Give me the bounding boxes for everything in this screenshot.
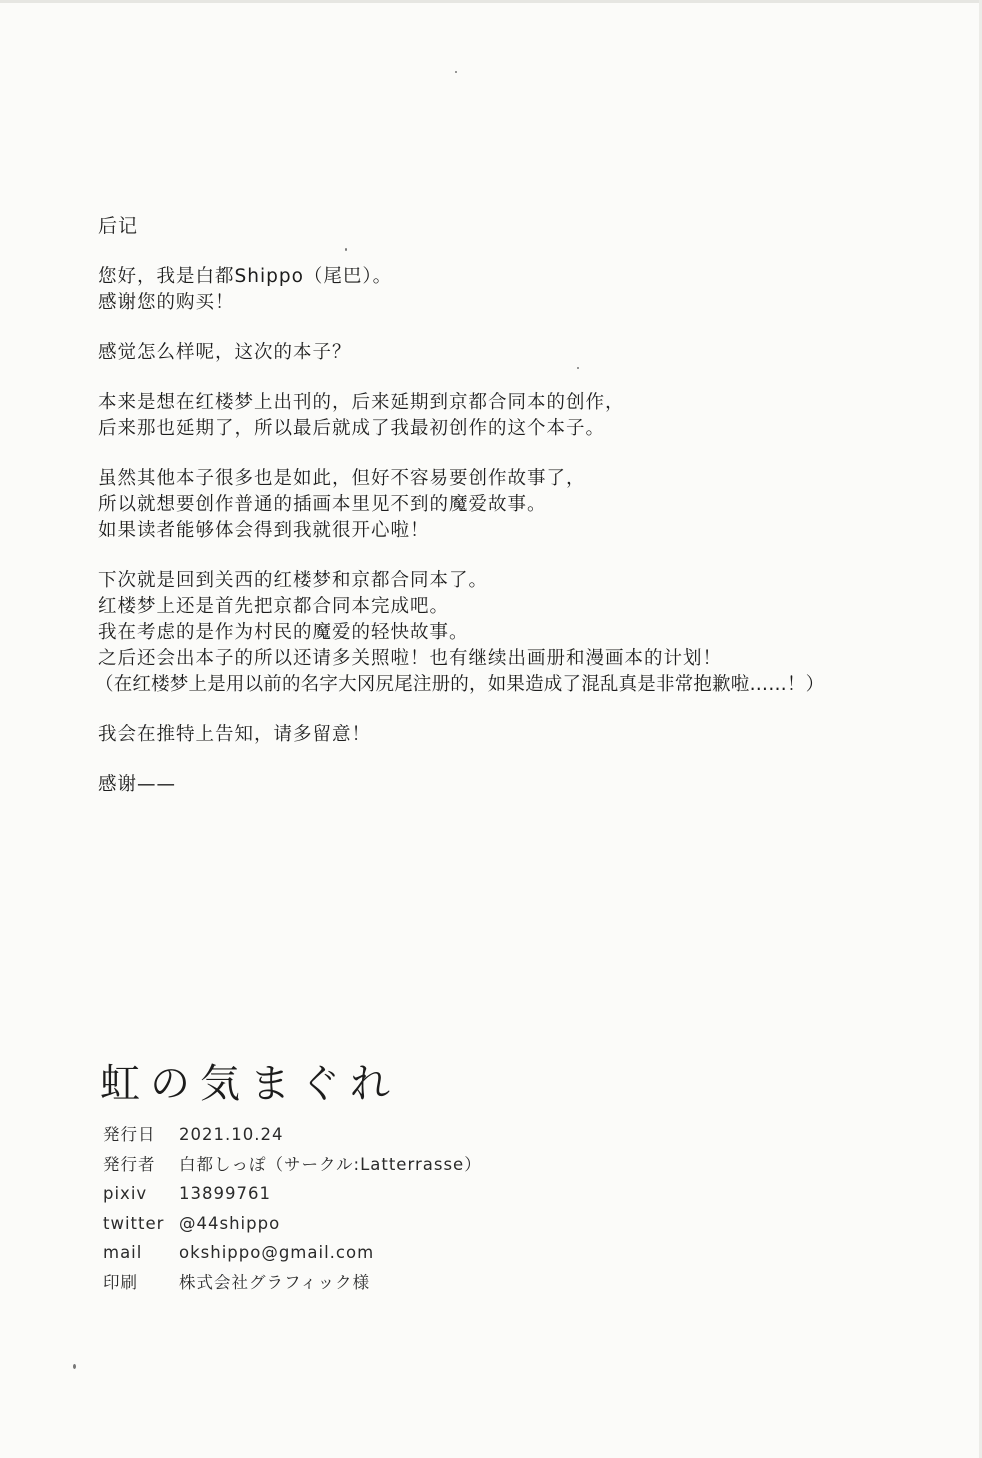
text-line: 之后还会出本子的所以还请多关照啦！也有继续出画册和漫画本的计划！ bbox=[98, 648, 723, 669]
paragraph-thanks bbox=[98, 772, 958, 798]
text-line: 红楼梦上还是首先把京都合同本完成吧。 bbox=[98, 596, 450, 617]
colophon-row bbox=[100, 1268, 482, 1298]
paragraph-next-plans bbox=[95, 568, 958, 698]
colophon-value: 株式会社グラフィック様 bbox=[179, 1272, 371, 1292]
colophon-label: mail bbox=[103, 1243, 143, 1262]
page-edge-top bbox=[0, 0, 982, 3]
text-line: 如果读者能够体会得到我就很开心啦！ bbox=[98, 520, 430, 541]
text-line: （在红楼梦上是用以前的名字大冈尻尾注册的，如果造成了混乱真是非常抱歉啦……！） bbox=[95, 674, 825, 695]
paper-speck bbox=[73, 1364, 76, 1369]
colophon-label: 印刷 bbox=[103, 1272, 138, 1292]
colophon-row bbox=[100, 1238, 482, 1268]
colophon-value: 2021.10.24 bbox=[179, 1125, 284, 1144]
colophon bbox=[100, 1058, 700, 1297]
paragraph-question bbox=[98, 340, 958, 366]
book-title: 虹の気まぐれ bbox=[100, 1061, 400, 1107]
colophon-row bbox=[100, 1120, 482, 1150]
paper-speck bbox=[455, 71, 457, 73]
colophon-info-table bbox=[100, 1120, 482, 1297]
text-line: 我会在推特上告知，请多留意！ bbox=[98, 724, 372, 745]
colophon-value: okshippo@gmail.com bbox=[179, 1243, 375, 1262]
paragraph-intent bbox=[98, 466, 958, 544]
colophon-label: twitter bbox=[103, 1213, 165, 1233]
colophon-value: 13899761 bbox=[179, 1184, 271, 1203]
paragraph-greeting bbox=[98, 264, 958, 316]
text-line: 我在考虑的是作为村民的魔爱的轻快故事。 bbox=[98, 622, 469, 643]
afterword-heading: 后记 bbox=[98, 215, 139, 237]
text-line: 您好，我是白都Shippo（尾巴）。 bbox=[98, 266, 393, 287]
afterword-section bbox=[95, 212, 958, 822]
colophon-label: pixiv bbox=[103, 1184, 148, 1203]
colophon-value: @44shippo bbox=[179, 1213, 281, 1233]
paragraph-twitter-notice bbox=[98, 722, 958, 748]
text-line: 下次就是回到关西的红楼梦和京都合同本了。 bbox=[98, 570, 489, 591]
text-line: 后来那也延期了，所以最后就成了我最初创作的这个本子。 bbox=[98, 418, 606, 439]
colophon-value: 白都しっぽ（サークル:Latterrasse） bbox=[179, 1154, 482, 1174]
text-line: 感谢—— bbox=[98, 774, 177, 795]
colophon-label: 発行日 bbox=[103, 1125, 156, 1144]
text-line: 所以就想要创作普通的插画本里见不到的魔爱故事。 bbox=[98, 494, 547, 515]
colophon-row bbox=[100, 1209, 482, 1239]
text-line: 本来是想在红楼梦上出刊的，后来延期到京都合同本的创作， bbox=[98, 392, 625, 413]
paragraph-background bbox=[98, 390, 958, 442]
colophon-row bbox=[100, 1150, 482, 1180]
text-line: 虽然其他本子很多也是如此，但好不容易要创作故事了， bbox=[98, 468, 586, 489]
text-line: 感谢您的购买！ bbox=[98, 292, 235, 313]
colophon-row bbox=[100, 1179, 482, 1209]
text-line: 感觉怎么样呢，这次的本子？ bbox=[98, 342, 352, 363]
colophon-label: 発行者 bbox=[103, 1154, 156, 1174]
